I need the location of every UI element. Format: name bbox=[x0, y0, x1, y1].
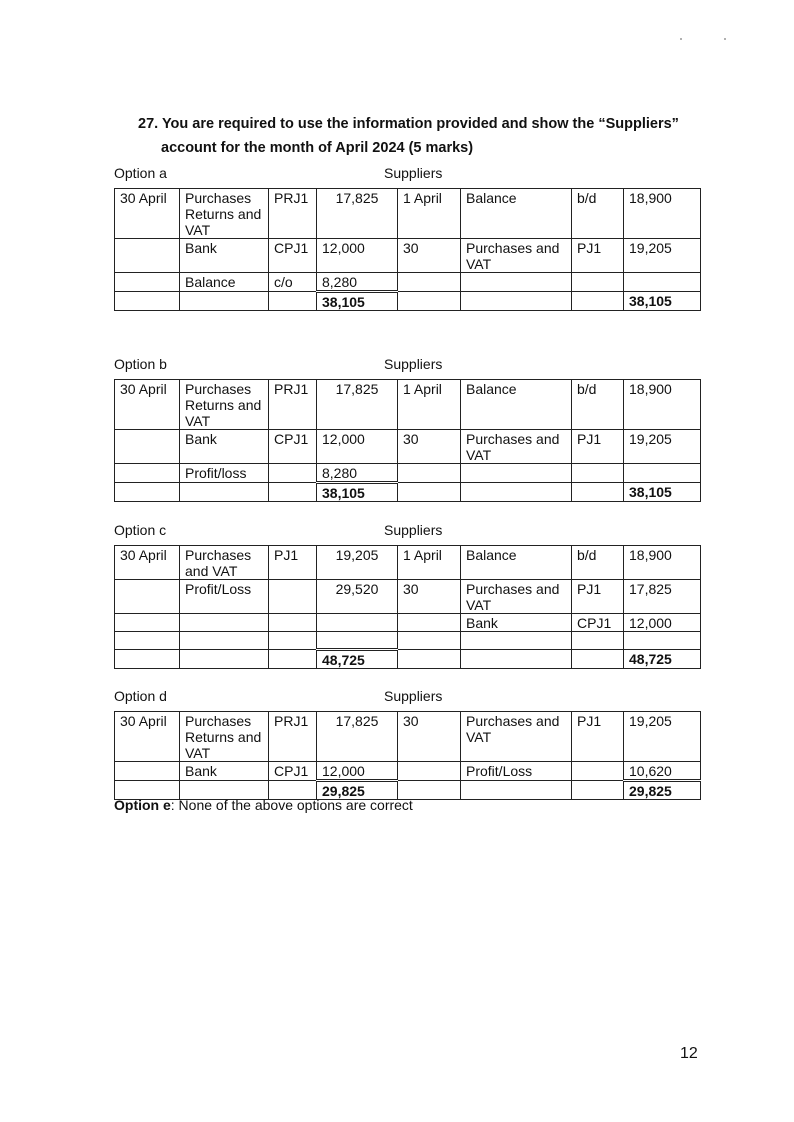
details-cell: Balance bbox=[461, 189, 572, 239]
folio-cell: PRJ1 bbox=[269, 712, 317, 762]
amount-cell: 17,825 bbox=[624, 580, 701, 614]
details-cell: Purchases Returns and VAT bbox=[180, 712, 269, 762]
folio-cell: b/d bbox=[572, 189, 624, 239]
amount-cell: 17,825 bbox=[317, 712, 398, 762]
details-cell bbox=[180, 632, 269, 650]
amount-cell: 12,000 bbox=[624, 614, 701, 632]
folio-cell bbox=[269, 632, 317, 650]
date-cell bbox=[398, 632, 461, 650]
question-line-1: You are required to use the information provided and show the “Suppliers” bbox=[161, 116, 679, 132]
debit-total: 38,105 bbox=[317, 483, 398, 502]
credit-total: 38,105 bbox=[624, 483, 701, 502]
option-c-label: Option c bbox=[114, 522, 167, 538]
amount-cell bbox=[317, 632, 398, 650]
credit-total: 29,825 bbox=[624, 781, 701, 800]
details-cell: Bank bbox=[180, 762, 269, 781]
folio-cell: c/o bbox=[269, 273, 317, 292]
option-d-ledger bbox=[114, 711, 701, 800]
folio-cell bbox=[572, 273, 624, 292]
table-row bbox=[115, 614, 701, 632]
option-e-label: Option e bbox=[114, 797, 171, 813]
date-cell bbox=[115, 580, 180, 614]
option-a-label: Option a bbox=[114, 165, 167, 181]
table-row bbox=[115, 712, 701, 762]
amount-cell: 18,900 bbox=[624, 380, 701, 430]
date-cell: 30 April bbox=[115, 380, 180, 430]
date-cell: 30 April bbox=[115, 189, 180, 239]
date-cell bbox=[398, 614, 461, 632]
details-cell: Purchases and VAT bbox=[180, 546, 269, 580]
option-a-title: Suppliers bbox=[384, 165, 443, 181]
details-cell: Balance bbox=[461, 380, 572, 430]
folio-cell: CPJ1 bbox=[572, 614, 624, 632]
folio-cell: PJ1 bbox=[572, 430, 624, 464]
details-cell: Bank bbox=[180, 239, 269, 273]
total-row bbox=[115, 292, 701, 311]
date-cell: 30 bbox=[398, 712, 461, 762]
folio-cell bbox=[269, 614, 317, 632]
amount-cell: 18,900 bbox=[624, 189, 701, 239]
folio-cell bbox=[572, 762, 624, 781]
table-row bbox=[115, 762, 701, 781]
amount-cell: 12,000 bbox=[317, 762, 398, 781]
folio-cell: CPJ1 bbox=[269, 762, 317, 781]
option-c-title: Suppliers bbox=[384, 522, 443, 538]
date-cell: 30 April bbox=[115, 546, 180, 580]
folio-cell: PRJ1 bbox=[269, 380, 317, 430]
folio-cell: b/d bbox=[572, 380, 624, 430]
total-row bbox=[115, 483, 701, 502]
credit-total: 48,725 bbox=[624, 650, 701, 669]
folio-cell: CPJ1 bbox=[269, 430, 317, 464]
amount-cell: 19,205 bbox=[624, 712, 701, 762]
date-cell: 1 April bbox=[398, 189, 461, 239]
option-c-header bbox=[114, 522, 700, 540]
table-row bbox=[115, 580, 701, 614]
table-row bbox=[115, 189, 701, 239]
details-cell: Profit/Loss bbox=[461, 762, 572, 781]
details-cell: Purchases Returns and VAT bbox=[180, 189, 269, 239]
date-cell bbox=[398, 273, 461, 292]
amount-cell bbox=[624, 273, 701, 292]
question-number: 27. bbox=[138, 116, 159, 132]
table-row bbox=[115, 464, 701, 483]
date-cell bbox=[115, 273, 180, 292]
amount-cell: 12,000 bbox=[317, 430, 398, 464]
date-cell bbox=[115, 614, 180, 632]
date-cell bbox=[115, 464, 180, 483]
option-d-title: Suppliers bbox=[384, 688, 443, 704]
debit-total: 38,105 bbox=[317, 292, 398, 311]
details-cell: Profit/Loss bbox=[180, 580, 269, 614]
date-cell bbox=[398, 464, 461, 483]
folio-cell bbox=[269, 464, 317, 483]
details-cell: Profit/loss bbox=[180, 464, 269, 483]
folio-cell bbox=[572, 632, 624, 650]
page-number: 12 bbox=[680, 1045, 698, 1062]
folio-cell bbox=[269, 580, 317, 614]
option-b-title: Suppliers bbox=[384, 356, 443, 372]
amount-cell bbox=[317, 614, 398, 632]
amount-cell bbox=[624, 632, 701, 650]
date-cell: 1 April bbox=[398, 546, 461, 580]
debit-total: 29,825 bbox=[317, 781, 398, 800]
amount-cell: 17,825 bbox=[317, 189, 398, 239]
date-cell: 1 April bbox=[398, 380, 461, 430]
amount-cell bbox=[624, 464, 701, 483]
details-cell bbox=[461, 464, 572, 483]
date-cell bbox=[398, 762, 461, 781]
option-a-ledger bbox=[114, 188, 701, 311]
folio-cell: b/d bbox=[572, 546, 624, 580]
details-cell: Bank bbox=[180, 430, 269, 464]
details-cell: Purchases and VAT bbox=[461, 430, 572, 464]
date-cell: 30 April bbox=[115, 712, 180, 762]
details-cell: Purchases and VAT bbox=[461, 712, 572, 762]
date-cell bbox=[115, 430, 180, 464]
details-cell: Bank bbox=[461, 614, 572, 632]
date-cell: 30 bbox=[398, 580, 461, 614]
amount-cell: 8,280 bbox=[317, 464, 398, 483]
option-a-header bbox=[114, 165, 700, 183]
folio-cell: PJ1 bbox=[572, 580, 624, 614]
folio-cell bbox=[572, 464, 624, 483]
amount-cell: 12,000 bbox=[317, 239, 398, 273]
amount-cell: 19,205 bbox=[624, 239, 701, 273]
option-c-ledger bbox=[114, 545, 701, 669]
folio-cell: PRJ1 bbox=[269, 189, 317, 239]
total-row bbox=[115, 650, 701, 669]
question-text bbox=[138, 112, 718, 160]
option-b-header bbox=[114, 356, 700, 374]
amount-cell: 10,620 bbox=[624, 762, 701, 781]
amount-cell: 18,900 bbox=[624, 546, 701, 580]
amount-cell: 19,205 bbox=[624, 430, 701, 464]
table-row bbox=[115, 239, 701, 273]
amount-cell: 19,205 bbox=[317, 546, 398, 580]
question-line-2: account for the month of April 2024 (5 marks) bbox=[161, 140, 474, 156]
details-cell bbox=[461, 273, 572, 292]
option-b-ledger bbox=[114, 379, 701, 502]
folio-cell: PJ1 bbox=[572, 239, 624, 273]
details-cell: Purchases and VAT bbox=[461, 580, 572, 614]
table-row bbox=[115, 632, 701, 650]
table-row bbox=[115, 273, 701, 292]
table-row bbox=[115, 380, 701, 430]
details-cell: Purchases and VAT bbox=[461, 239, 572, 273]
scan-speck bbox=[724, 38, 726, 40]
amount-cell: 8,280 bbox=[317, 273, 398, 292]
scan-speck bbox=[680, 38, 682, 40]
date-cell: 30 bbox=[398, 239, 461, 273]
folio-cell: CPJ1 bbox=[269, 239, 317, 273]
amount-cell: 29,520 bbox=[317, 580, 398, 614]
amount-cell: 17,825 bbox=[317, 380, 398, 430]
date-cell bbox=[115, 632, 180, 650]
option-d-label: Option d bbox=[114, 688, 167, 704]
credit-total: 38,105 bbox=[624, 292, 701, 311]
table-row bbox=[115, 546, 701, 580]
date-cell bbox=[115, 762, 180, 781]
date-cell bbox=[115, 239, 180, 273]
details-cell: Balance bbox=[180, 273, 269, 292]
details-cell bbox=[461, 632, 572, 650]
folio-cell: PJ1 bbox=[269, 546, 317, 580]
details-cell bbox=[180, 614, 269, 632]
table-row bbox=[115, 430, 701, 464]
date-cell: 30 bbox=[398, 430, 461, 464]
details-cell: Balance bbox=[461, 546, 572, 580]
debit-total: 48,725 bbox=[317, 650, 398, 669]
option-b-label: Option b bbox=[114, 356, 167, 372]
option-d-header bbox=[114, 688, 700, 706]
option-e bbox=[114, 797, 413, 813]
option-e-text: : None of the above options are correct bbox=[170, 797, 413, 813]
folio-cell: PJ1 bbox=[572, 712, 624, 762]
details-cell: Purchases Returns and VAT bbox=[180, 380, 269, 430]
